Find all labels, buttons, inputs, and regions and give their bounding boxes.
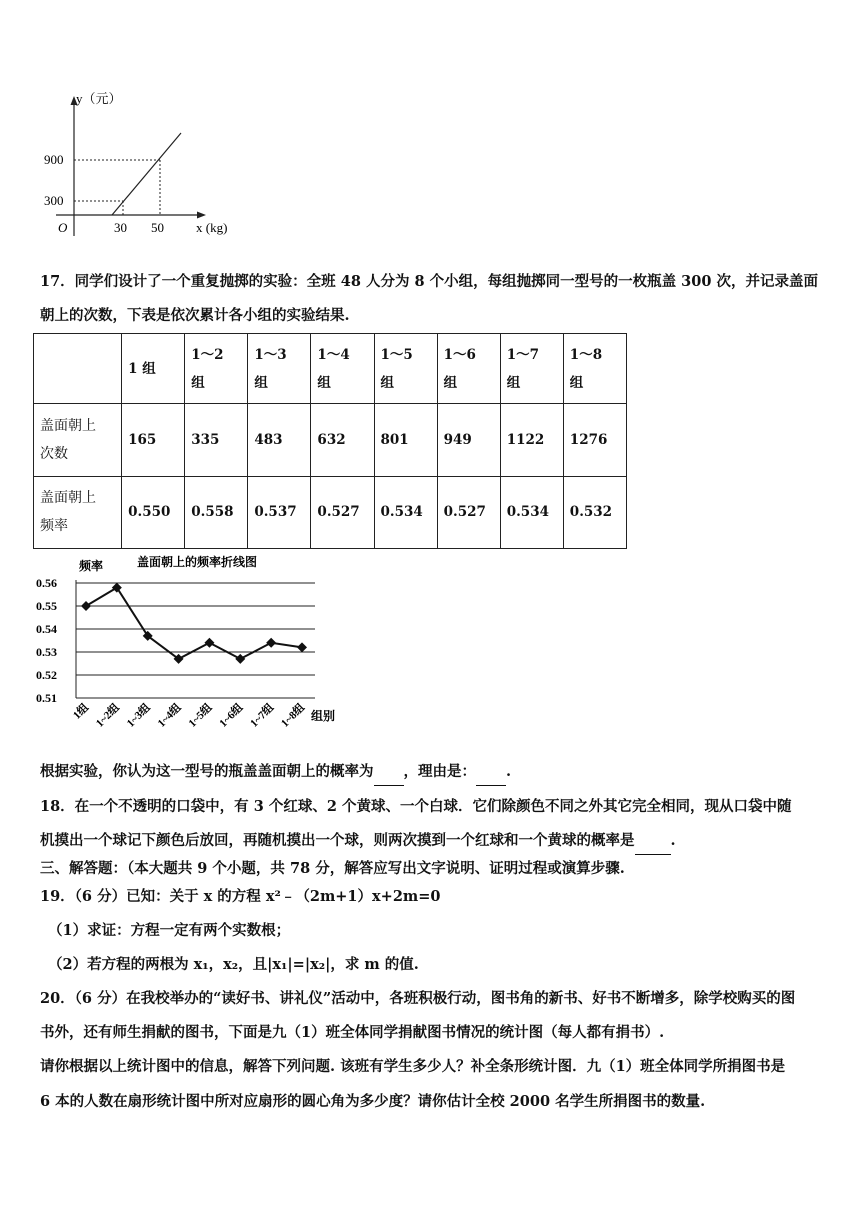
table-cell: 949 bbox=[437, 404, 500, 476]
y-tick-900: 900 bbox=[44, 152, 64, 167]
q18-line2-text: 机摸出一个球记下颜色后放回，再随机摸出一个球，则两次摸到一个红球和一个黄球的概率是 bbox=[40, 832, 635, 849]
table-header-cell: 1 组 bbox=[122, 334, 185, 404]
price-line bbox=[112, 133, 181, 215]
q20-line3: 请你根据以上统计图中的信息，解答下列问题. 该班有学生多少人？补全条形统计图．九（1）班全体同学所捐图书是 bbox=[40, 1058, 786, 1075]
frequency-line-chart bbox=[32, 550, 352, 750]
table-cell: 0.534 bbox=[374, 476, 437, 548]
y-tick-label: 0.52 bbox=[36, 668, 57, 682]
table-header-cell: 1～2 组 bbox=[185, 334, 248, 404]
x-axis-label: x (kg) bbox=[196, 220, 228, 235]
table-cell: 483 bbox=[248, 404, 311, 476]
row-label-frequency: 盖面朝上 频率 bbox=[34, 476, 122, 548]
table-cell: 801 bbox=[374, 404, 437, 476]
section-3-heading: 三、解答题：（本大题共 9 个小题，共 78 分，解答应写出文字说明、证明过程或演算步骤. bbox=[40, 860, 625, 877]
table-header-cell: 1～5 组 bbox=[374, 334, 437, 404]
q18-line2 bbox=[40, 828, 832, 855]
y-tick-300: 300 bbox=[44, 193, 64, 208]
data-point bbox=[235, 654, 245, 664]
q17-conclusion-b: ，理由是： bbox=[403, 763, 476, 780]
y-tick-label: 0.56 bbox=[36, 576, 57, 590]
answer-blank-2[interactable] bbox=[476, 759, 506, 786]
q20-line1: 20．（6 分）在我校举办的“读好书、讲礼仪”活动中，各班积极行动，图书角的新书、好书不断增多，除学校购买的图 bbox=[40, 990, 796, 1007]
q17-conclusion-c: . bbox=[506, 763, 512, 780]
q19-stem: 19．（6 分）已知：关于 x 的方程 x²﹣（2m+1）x+2m=0 bbox=[40, 888, 441, 905]
experiment-table bbox=[33, 333, 627, 549]
table-cell: 1122 bbox=[500, 404, 563, 476]
q20-line2: 书外，还有师生捐献的图书，下面是九（1）班全体同学捐献图书情况的统计图（每人都有捐书）. bbox=[40, 1024, 665, 1041]
table-cell: 632 bbox=[311, 404, 374, 476]
y-tick-label: 0.55 bbox=[36, 599, 57, 613]
table-header-cell: 1～7 组 bbox=[500, 334, 563, 404]
data-point bbox=[112, 583, 122, 593]
table-row-frequency bbox=[34, 476, 627, 548]
table-cell: 0.527 bbox=[437, 476, 500, 548]
chart-title: 盖面朝上的频率折线图 bbox=[137, 555, 258, 569]
q17-conclusion bbox=[40, 759, 832, 786]
table-cell: 0.527 bbox=[311, 476, 374, 548]
origin-label: O bbox=[58, 220, 68, 235]
row-label-count: 盖面朝上 次数 bbox=[34, 404, 122, 476]
answer-blank-1[interactable] bbox=[374, 759, 404, 786]
x-tick-label: 1~7组 bbox=[248, 701, 277, 730]
table-header-cell: 1～8 组 bbox=[563, 334, 626, 404]
chart-xlabel: 组别 bbox=[311, 709, 336, 723]
table-header-cell: 1～3 组 bbox=[248, 334, 311, 404]
x-tick-50: 50 bbox=[151, 220, 164, 235]
x-tick-label: 1~4组 bbox=[155, 701, 184, 730]
table-cell: 0.537 bbox=[248, 476, 311, 548]
y-tick-label: 0.51 bbox=[36, 691, 57, 705]
q18-line2-end: . bbox=[670, 832, 676, 849]
x-tick-label: 1~6组 bbox=[217, 701, 246, 730]
data-point bbox=[297, 642, 307, 652]
table-cell: 335 bbox=[185, 404, 248, 476]
table-row-count bbox=[34, 404, 627, 476]
q17-line1: 17．同学们设计了一个重复抛掷的实验：全班 48 人分为 8 个小组，每组抛掷同一型号的一枚瓶盖 300 次，并记录盖面 bbox=[40, 273, 818, 290]
table-header-cell: 1～6 组 bbox=[437, 334, 500, 404]
y-tick-label: 0.54 bbox=[36, 622, 57, 636]
x-axis-arrow bbox=[197, 212, 206, 219]
x-tick-label: 1~8组 bbox=[279, 701, 308, 730]
q18-line1: 18．在一个不透明的口袋中，有 3 个红球、2 个黄球、一个白球．它们除颜色不同之外其它完全相同，现从口袋中随 bbox=[40, 798, 792, 815]
q17-line2: 朝上的次数，下表是依次累计各小组的实验结果. bbox=[40, 307, 350, 324]
data-point bbox=[266, 638, 276, 648]
answer-blank-3[interactable] bbox=[635, 828, 671, 855]
x-tick-label: 1~5组 bbox=[186, 701, 215, 730]
price-weight-graph bbox=[36, 86, 246, 242]
table-cell: 1276 bbox=[563, 404, 626, 476]
x-tick-label: 1~3组 bbox=[124, 701, 153, 730]
table-header-cell: 1～4 组 bbox=[311, 334, 374, 404]
y-axis-label: y（元） bbox=[76, 91, 122, 106]
table-corner-cell bbox=[34, 334, 122, 404]
q17-conclusion-a: 根据实验，你认为这一型号的瓶盖盖面朝上的概率为 bbox=[40, 763, 374, 780]
data-point bbox=[81, 601, 91, 611]
x-tick-label: 1~2组 bbox=[93, 701, 122, 730]
y-tick-label: 0.53 bbox=[36, 645, 57, 659]
x-tick-30: 30 bbox=[114, 220, 127, 235]
table-cell: 0.550 bbox=[122, 476, 185, 548]
table-cell: 0.534 bbox=[500, 476, 563, 548]
series-line bbox=[86, 588, 302, 659]
table-cell: 0.532 bbox=[563, 476, 626, 548]
q19-part1: （1）求证：方程一定有两个实数根； bbox=[48, 922, 291, 939]
q19-part2: （2）若方程的两根为 x₁，x₂，且|x₁|=|x₂|，求 m 的值. bbox=[48, 956, 419, 973]
chart-ylabel: 频率 bbox=[79, 559, 104, 573]
data-point bbox=[204, 638, 214, 648]
x-tick-label: 1组 bbox=[70, 701, 92, 722]
table-header-row bbox=[34, 334, 627, 404]
table-cell: 165 bbox=[122, 404, 185, 476]
q20-line4: 6 本的人数在扇形统计图中所对应扇形的圆心角为多少度？请你估计全校 2000 名学生所捐图书的数量. bbox=[40, 1093, 706, 1110]
table-cell: 0.558 bbox=[185, 476, 248, 548]
